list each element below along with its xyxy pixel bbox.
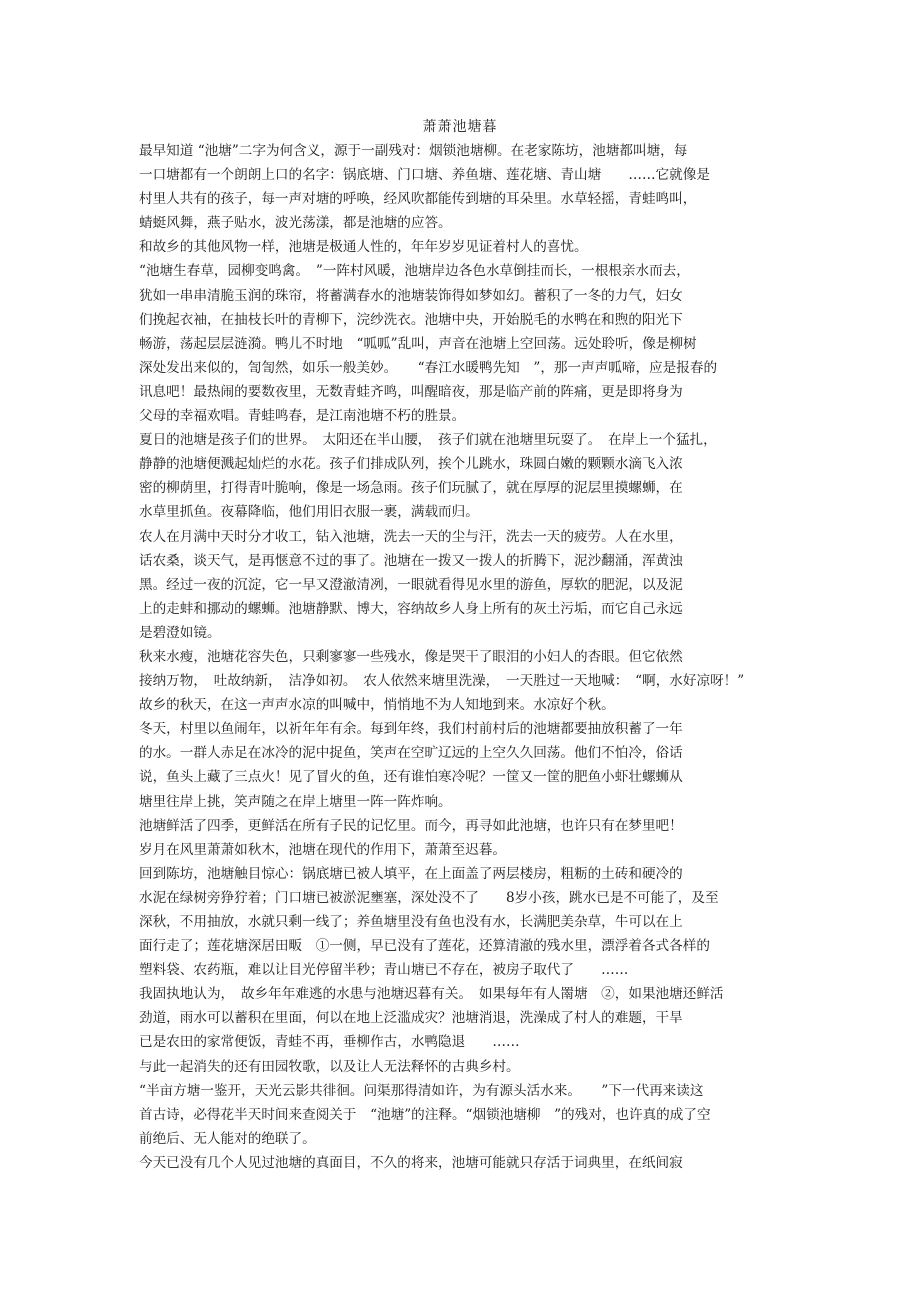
text-line: 上的走蚌和挪动的螺蛳。池塘静默、博大，容纳故乡人身上所有的灰土污垢，而它自己永远 xyxy=(139,600,683,617)
article-body xyxy=(139,139,799,1175)
text-line: 回到陈坊，池塘触目惊心：锅底塘已被人填平，在上面盖了两层楼房，粗粝的土砖和硬冷的 xyxy=(139,865,683,882)
text-line: 父母的幸福欢唱。青蛙鸣春，是江南池塘不朽的胜景。 xyxy=(139,408,466,425)
text-line: 畅游，荡起层层涟漪。鸭儿不时地 “呱呱”乱叫，声音在池塘上空回荡。远处聆听，像是柳树 xyxy=(139,335,697,352)
text-line: 静静的池塘便溅起灿烂的水花。孩子们排成队列，挨个儿跳水，珠圆白嫩的颗颗水滴飞入浓 xyxy=(139,456,683,473)
text-line: 话农桑，谈天气，是再惬意不过的事了。池塘在一拨又一拨人的折腾下，泥沙翻涌，浑黄浊 xyxy=(139,552,683,569)
text-line: 已是农田的家常便饭，青蛙不再，垂柳作古，水鸭隐退 …… xyxy=(139,1034,520,1051)
text-line: 水泥在绿树旁狰狞着；门口塘已被淤泥壅塞，深处没不了 8岁小孩，跳水已是不可能了，及至 xyxy=(139,889,719,906)
text-line: 我固执地认为， 故乡年年难逃的水患与池塘迟暮有关。 如果每年有人罱塘 ②，如果池塘还鲜活 xyxy=(139,986,724,1003)
text-line: 蜻蜓风舞，燕子贴水，波光荡漾，都是池塘的应答。 xyxy=(139,215,452,232)
text-line: 农人在月满中天时分才收工，钻入池塘，洗去一天的尘与汗，洗去一天的疲劳。人在水里， xyxy=(139,528,683,545)
text-line: 和故乡的其他风物一样，池塘是极通人性的，年年岁岁见证着村人的喜忧。 xyxy=(139,239,588,256)
text-line: 劲道，雨水可以蓄积在里面，何以在地上泛滥成灾？池塘消退，洗澡成了村人的难题，干旱 xyxy=(139,1010,683,1027)
text-line: 面行走了；莲花塘深居田畈 ①一侧，早已没有了莲花，还算清澈的残水里，漂浮着各式各样的 xyxy=(139,938,710,955)
text-line: 说，鱼头上藏了三点火！见了冒火的鱼，还有谁怕寒冷呢？一筐又一筐的肥鱼小虾壮螺蛳从 xyxy=(139,769,683,786)
text-line: 密的柳荫里，打得青叶脆响，像是一场急雨。孩子们玩腻了，就在厚厚的泥层里摸螺蛳，在 xyxy=(139,480,683,497)
text-line: 接纳万物， 吐故纳新， 洁净如初。 农人依然来塘里洗澡， 一天胜过一天地喊： “啊，水好凉呀！” xyxy=(139,673,745,690)
text-line: 黑。经过一夜的沉淀，它一早又澄澈清冽，一眼就看得见水里的游鱼，厚软的肥泥，以及泥 xyxy=(139,576,683,593)
text-line: 首古诗，必得花半天时间来查阅关于 “池塘”的注释。“烟锁池塘柳 ”的残对，也许真的成了空 xyxy=(139,1106,711,1123)
text-line: 深秋，不用抽放，水就只剩一线了；养鱼塘里没有鱼也没有水，长满肥美杂草，牛可以在上 xyxy=(139,914,683,930)
text-line: 水草里抓鱼。夜幕降临，他们用旧衣服一裹，满载而归。 xyxy=(139,504,479,521)
text-line: 塘里往岸上挑，笑声随之在岸上塘里一阵一阵炸响。 xyxy=(139,793,452,810)
text-line: 的水。一群人赤足在冰冷的泥中捉鱼，笑声在空旷辽远的上空久久回荡。他们不怕冷，俗话 xyxy=(139,745,683,762)
text-line: 前绝后、无人能对的绝联了。 xyxy=(139,1130,316,1147)
text-line: 深处发出来似的，訇訇然，如乐一般美妙。 “春江水暖鸭先知 ”，那一声声呱啼，应是报春的 xyxy=(139,359,718,376)
text-line: 冬天，村里以鱼闹年，以祈年年有余。每到年终，我们村前村后的池塘都要抽放积蓄了一年 xyxy=(139,721,683,738)
text-line: 岁月在风里萧萧如秋木，池塘在现代的作用下，萧萧至迟暮。 xyxy=(139,841,507,858)
text-line: 最早知道 “池塘”二字为何含义，源于一副残对：烟锁池塘柳。在老家陈坊，池塘都叫塘，每 xyxy=(139,143,688,159)
article-title: 萧萧池塘暮 xyxy=(422,119,498,135)
text-line: 村里人共有的孩子，每一声对塘的呼唤，经风吹都能传到塘的耳朵里。水草轻摇，青蛙鸣叫， xyxy=(139,191,697,208)
text-line: 一口塘都有一个朗朗上口的名字：锅底塘、门口塘、养鱼塘、莲花塘、青山塘 ……它就像是 xyxy=(139,167,710,184)
text-line: “池塘生春草，园柳变鸣禽。 ”一阵村风暖，池塘岸边各色水草倒挂而长，一根根亲水而去， xyxy=(139,263,690,280)
text-line: 塑料袋、农药瓶，难以让目光停留半秒；青山塘已不存在，被房子取代了 …… xyxy=(139,962,629,979)
text-line: “半亩方塘一鉴开，天光云影共徘徊。问渠那得清如许，为有源头活水来。 ”下一代再来读这 xyxy=(139,1082,704,1099)
text-line: 们挽起衣袖，在抽枝长叶的青柳下，浣纱洗衣。池塘中央，开始脱毛的水鸭在和煦的阳光下 xyxy=(139,311,683,328)
text-line: 池塘鲜活了四季，更鲜活在所有子民的记忆里。而今，再寻如此池塘，也许只有在梦里吧！ xyxy=(139,817,683,834)
text-line: 是碧澄如镜。 xyxy=(139,624,221,641)
text-line: 故乡的秋天，在这一声声水凉的叫喊中，悄悄地不为人知地到来。水凉好个秋。 xyxy=(139,697,615,714)
text-line: 夏日的池塘是孩子们的世界。 太阳还在半山腰， 孩子们就在池塘里玩耍了。 在岸上一个猛扎， xyxy=(139,432,717,449)
text-line: 今天已没有几个人见过池塘的真面目，不久的将来，池塘可能就只存活于词典里，在纸间寂 xyxy=(139,1154,683,1171)
text-line: 讯息吧！最热闹的要数夜里，无数青蛙齐鸣，叫醒暗夜，那是临产前的阵痛，更是即将身为 xyxy=(139,383,683,400)
text-line: 犹如一串串清脆玉润的珠帘，将蓄满春水的池塘装饰得如梦如幻。蓄积了一冬的力气，妇女 xyxy=(139,287,683,304)
text-line: 秋来水瘦，池塘花容失色，只剩寥寥一些残水，像是哭干了眼泪的小妇人的杏眼。但它依然 xyxy=(139,648,683,665)
text-line: 与此一起消失的还有田园牧歌，以及让人无法释怀的古典乡村。 xyxy=(139,1058,520,1075)
